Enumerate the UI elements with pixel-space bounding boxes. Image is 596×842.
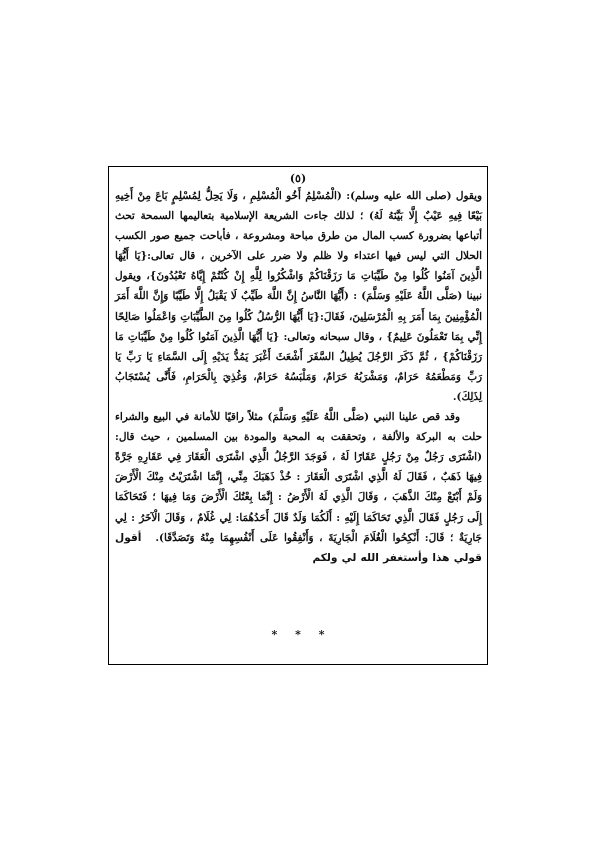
sermon-text [115,186,482,568]
paragraph-1: ويقول (صلى الله عليه وسلم): (الْمُسْلِمُ أَخُو الْمُسْلِمِ ، وَلَا يَحِلُّ لِمُسْلِمٍ بَاعَ مِنْ أَخِيهِ بَيْعًا فِيهِ عَيْبٌ إِلَّا بَيَّنَهُ لَهُ) ؛ لذلك جاءت الشريعة الإسلامية بتعاليمها السمحة تحث أتباعها بضرورة كسب المال من طرق مباحة ومشروعة ، فأباحت جميع صور الكسب الحلال التي ليس فيها اعتداء ولا ظلم ولا ضرر على الآخرين ، قال تعالى:{يَا أَيُّهَا الَّذِينَ آمَنُوا كُلُوا مِنْ طَيِّبَاتِ مَا رَزَقْنَاكُمْ وَاشْكُرُوا لِلَّهِ إِنْ كُنْتُمْ إِيَّاهُ تَعْبُدُونَ}، ويقول نبينا (صَلَّى اللَّهُ عَلَيْهِ وَسَلَّمَ) : (أَيُّهَا النَّاسُ إِنَّ اللَّهَ طَيِّبٌ لَا يَقْبَلُ إِلَّا طَيِّبًا وَإِنَّ اللَّهَ أَمَرَ الْمُؤْمِنِينَ بِمَا أَمَرَ بِهِ الْمُرْسَلِينَ، فَقَالَ:{يَا أَيُّهَا الرُّسُلُ كُلُوا مِنَ الطَّيِّبَاتِ وَاعْمَلُوا صَالِحًا إِنِّي بِمَا تَعْمَلُونَ عَلِيمٌ} ، وقال سبحانه وتعالى: {يَا أَيُّهَا الَّذِينَ آمَنُوا كُلُوا مِنْ طَيِّبَاتِ مَا رَزَقْنَاكُمْ} ، ثُمَّ ذَكَرَ الرَّجُلَ يُطِيلُ السَّفَرَ أَشْعَثَ أَغْبَرَ يَمُدُّ يَدَيْهِ إِلَى السَّمَاءِ يَا رَبِّ يَا رَبِّ وَمَطْعَمُهُ حَرَامٌ، وَمَشْرَبُهُ حَرَامٌ، وَمَلْبَسُهُ حَرَامٌ، وَغُذِيَ بِالْحَرَامِ، فَأَنَّى يُسْتَجَابُ لِذَلِكَ). [115,190,482,403]
paragraph-2-text: وقد قص علينا النبي (صَلَّى اللَّهُ عَلَيْهِ وَسَلَّمَ) مثلاً راقيًا للأمانة في البيع والشراء حلت به البركة والألفة ، وتحققت به المحبة والمودة بين المسلمين ، حيث قال: (اشْتَرَى رَجُلٌ مِنْ رَجُلٍ عَقَارًا لَهُ ، فَوَجَدَ الرَّجُلُ الَّذِي اشْتَرَى الْعَقَارَ فِي عَقَارِهِ جَرَّةً فِيهَا ذَهَبٌ ، فَقَالَ لَهُ الَّذِي اشْتَرَى الْعَقَارَ : خُذْ ذَهَبَكَ مِنِّي، إِنَّمَا اشْتَرَيْتُ مِنْكَ الْأَرْضَ وَلَمْ أَبْتَعْ مِنْكَ الذَّهَبَ ، وَقَالَ الَّذِي لَهُ الْأَرْضُ : إِنَّمَا بِعْتُكَ الْأَرْضَ وَمَا فِيهَا ؛ فَتَحَاكَمَا إِلَى رَجُلٍ فَقَالَ الَّذِي تَحَاكَمَا إِلَيْهِ : أَلَكُمَا وَلَدٌ قَالَ أَحَدُهُمَا: لِي غُلَامٌ ، وَقَالَ الْآخَرُ : لِي جَارِيَةٌ ؛ قَالَ: أَنْكِحُوا الْغُلَامَ الْجَارِيَةَ ، وَأَنْفِقُوا عَلَى أَنْفُسِهِمَا مِنْهُ وَتَصَدَّقَا). [115,411,482,544]
closing-phrase: أقول قولي هذا وأستغفر الله لي ولكم [115,531,482,564]
paragraph-2 [115,407,482,568]
section-separator: * * * [271,628,325,641]
page-number: (٥) [289,172,307,185]
